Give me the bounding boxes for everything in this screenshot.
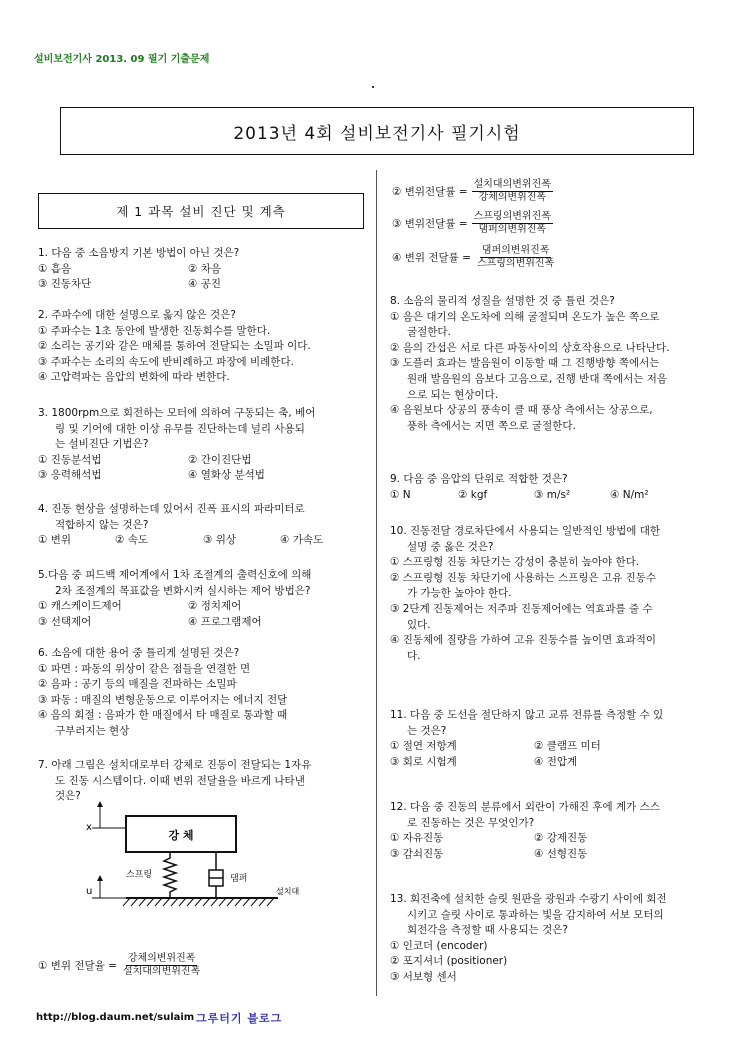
footer-url[interactable]: http://blog.daum.net/sulaim bbox=[36, 1012, 195, 1023]
question-text: 12. 다음 중 진동의 분류에서 외란이 가해진 후에 계가 스스 bbox=[390, 801, 660, 813]
option[interactable]: ① 음은 대기의 온도차에 의해 굴절되며 온도가 높은 쪽으로 bbox=[390, 310, 660, 323]
q7-option-2[interactable] bbox=[392, 178, 553, 205]
option-row bbox=[38, 453, 368, 469]
option[interactable]: ② 차음 bbox=[188, 262, 222, 275]
denominator: 스프링의변위진폭 bbox=[476, 258, 555, 269]
option[interactable]: ② 강제진동 bbox=[534, 832, 588, 845]
option[interactable]: ③ 위상 bbox=[203, 534, 237, 547]
option-row bbox=[390, 739, 720, 755]
fraction bbox=[121, 953, 202, 978]
option-label: ③ 변위전달률 = bbox=[392, 218, 468, 230]
numerator: 설치대의변위진폭 bbox=[473, 179, 551, 190]
option: 가 가능한 높아야 한다. bbox=[407, 587, 512, 600]
option[interactable]: ② 음파 : 공기 등의 매질을 전파하는 소밀파 bbox=[38, 678, 237, 691]
spring-label: 스프링 bbox=[126, 870, 153, 880]
question-text: 회전각을 측정할 때 사용되는 것은? bbox=[407, 924, 568, 937]
option[interactable]: ② 간이진단법 bbox=[188, 453, 252, 466]
question-text: 9. 다음 중 음압의 단위로 적합한 것은? bbox=[390, 473, 568, 485]
question-13 bbox=[390, 892, 720, 986]
option-row bbox=[390, 847, 720, 863]
option[interactable]: ① 자유진동 bbox=[390, 832, 444, 845]
fraction bbox=[475, 245, 556, 270]
subject-title: 제 1 과목 설비 진단 및 계측 bbox=[38, 193, 364, 229]
option[interactable]: ① 흡음 bbox=[38, 262, 72, 275]
question-text: 4. 진동 현상을 설명하는데 있어서 진폭 표시의 파라미터로 bbox=[38, 503, 305, 515]
option[interactable]: ④ 음의 회절 : 음파가 한 매질에서 타 매질로 통과할 때 bbox=[38, 709, 288, 722]
option[interactable]: ④ 전압계 bbox=[534, 755, 578, 768]
damper-label: 댐퍼 bbox=[230, 874, 248, 884]
question-text: 것은? bbox=[55, 790, 81, 803]
option[interactable]: ① 절연 저항계 bbox=[390, 740, 457, 753]
option[interactable]: ① 변위 bbox=[38, 534, 72, 547]
option[interactable]: ④ 진동체에 질량을 가하여 고유 진동수를 높이면 효과적이 bbox=[390, 634, 657, 647]
option[interactable]: ② 음의 간섭은 서로 다른 파동사이의 상호작용으로 나타난다. bbox=[390, 341, 670, 354]
footer-blog-name: 그루터기 블로그 bbox=[196, 1012, 283, 1025]
question-11 bbox=[390, 708, 720, 770]
question-text: 11. 다음 중 도선을 절단하지 않고 교류 전류를 측정할 수 있 bbox=[390, 709, 664, 721]
option: 원래 발음원의 음보다 고음으로, 진행 반대 쪽에서는 저음 bbox=[407, 372, 667, 385]
question-text: 2차 조절계의 목표값을 변화시켜 실시하는 제어 방법은? bbox=[55, 584, 311, 597]
dot-mark bbox=[372, 86, 374, 88]
option[interactable]: ③ 서보형 센서 bbox=[390, 970, 457, 983]
page-header: 설비보전기사 2013. 09 필기 기출문제 bbox=[34, 54, 210, 65]
option[interactable]: ③ 주파수는 소리의 속도에 반비례하고 파장에 비례한다. bbox=[38, 355, 294, 368]
option-row bbox=[38, 599, 368, 615]
question-text: 6. 소음에 대한 용어 중 틀리게 설명된 것은? bbox=[38, 647, 240, 659]
question-text: 10. 진동전달 경로차단에서 사용되는 일반적인 방법에 대한 bbox=[390, 525, 661, 537]
option[interactable]: ① 진동분석법 bbox=[38, 453, 102, 466]
mass-label: 강 체 bbox=[168, 829, 194, 842]
fraction bbox=[472, 211, 553, 236]
option: 으로 되는 현상이다. bbox=[407, 388, 499, 401]
question-4 bbox=[38, 502, 368, 549]
option[interactable]: ④ 프로그램제어 bbox=[188, 615, 262, 628]
question-8 bbox=[390, 294, 720, 434]
option[interactable]: ① 인코더 (encoder) bbox=[390, 939, 488, 952]
question-text: 8. 소음의 물리적 성질을 설명한 것 중 틀린 것은? bbox=[390, 295, 615, 307]
q7-option-1[interactable] bbox=[38, 952, 202, 979]
question-1 bbox=[38, 246, 368, 293]
question-text: 링 및 기어에 대한 이상 유무를 진단하는데 널리 사용되 bbox=[55, 422, 305, 435]
option[interactable]: ③ 회로 시험계 bbox=[390, 755, 457, 768]
question-text: 설명 중 옳은 것은? bbox=[407, 540, 494, 553]
numerator: 댐퍼의변위진폭 bbox=[481, 245, 550, 256]
option-row bbox=[38, 277, 368, 293]
option: 굴절한다. bbox=[407, 326, 451, 339]
fraction bbox=[472, 179, 553, 204]
option[interactable]: ③ 감쇠진동 bbox=[390, 847, 444, 860]
option[interactable]: ③ 도플러 효과는 발음원이 이동할 때 그 진행방향 쪽에서는 bbox=[390, 357, 660, 370]
option: 있다. bbox=[407, 618, 431, 631]
vibration-system-figure bbox=[78, 800, 308, 925]
option-row bbox=[390, 755, 720, 771]
q7-option-3[interactable] bbox=[392, 210, 553, 237]
question-text: 적합하지 않는 것은? bbox=[55, 518, 149, 531]
question-12 bbox=[390, 800, 720, 862]
option[interactable]: ③ 진동차단 bbox=[38, 278, 92, 291]
option[interactable]: ③ 선택제어 bbox=[38, 615, 92, 628]
question-3 bbox=[38, 406, 368, 484]
option[interactable]: ④ 열화상 분석법 bbox=[188, 469, 265, 482]
option[interactable]: ② 클램프 미터 bbox=[534, 740, 601, 753]
u-label: u bbox=[86, 886, 93, 897]
option-row bbox=[38, 262, 368, 278]
question-text: 는 설비진단 기법은? bbox=[55, 438, 149, 451]
option[interactable]: ③ m/s² bbox=[534, 488, 571, 501]
option[interactable]: ② kgf bbox=[458, 488, 488, 501]
question-text: 13. 회전축에 설치한 슬릿 원판을 광원과 수광기 사이에 회전 bbox=[390, 893, 667, 905]
numerator: 스프링의변위진폭 bbox=[473, 211, 551, 222]
question-text: 는 것은? bbox=[407, 724, 447, 737]
question-2 bbox=[38, 308, 368, 386]
option: 구부러지는 현상 bbox=[55, 724, 130, 737]
option-label: ② 변위전달률 = bbox=[392, 186, 468, 198]
option-row bbox=[38, 468, 368, 484]
option-row bbox=[390, 488, 720, 504]
option-row bbox=[38, 533, 368, 549]
question-6 bbox=[38, 646, 368, 740]
option[interactable]: ④ 선형진동 bbox=[534, 847, 588, 860]
base-label: 설치대 bbox=[276, 887, 300, 896]
question-text: 7. 아래 그림은 설치대로부터 강체로 진동이 전달되는 1자유 bbox=[38, 759, 312, 771]
option[interactable]: ② 속도 bbox=[115, 534, 149, 547]
option[interactable]: ④ 공진 bbox=[188, 278, 222, 291]
denominator: 댐퍼의변위진폭 bbox=[478, 224, 547, 235]
question-10 bbox=[390, 524, 720, 664]
option[interactable]: ④ 가속도 bbox=[280, 534, 324, 547]
option[interactable]: ① 캐스케이드제어 bbox=[38, 600, 122, 613]
option[interactable]: ③ 파동 : 매질의 변형운동으로 이루어지는 에너지 전달 bbox=[38, 693, 288, 706]
question-9 bbox=[390, 472, 720, 503]
option[interactable]: ① 파면 : 파동의 위상이 같은 점들을 연결한 면 bbox=[38, 662, 251, 675]
option-row bbox=[390, 831, 720, 847]
denominator: 강체의변위진폭 bbox=[478, 192, 547, 203]
option[interactable]: ③ 응력해석법 bbox=[38, 469, 102, 482]
question-7 bbox=[38, 758, 368, 805]
question-text: 1. 다음 중 소음방지 기본 방법이 아닌 것은? bbox=[38, 247, 240, 259]
numerator: 강체의변위진폭 bbox=[127, 953, 196, 964]
question-text: 3. 1800rpm으로 회전하는 모터에 의하여 구동되는 축, 베어 bbox=[38, 407, 316, 419]
question-5 bbox=[38, 568, 368, 630]
option: 다. bbox=[407, 649, 421, 662]
option[interactable]: ② 소리는 공기와 같은 매체를 통하여 전달되는 소밀파 이다. bbox=[38, 340, 311, 353]
question-text: 도 진동 시스템이다. 이때 변위 전달율을 바르게 나타낸 bbox=[55, 774, 305, 787]
option-row bbox=[38, 615, 368, 631]
exam-title: 2013년 4회 설비보전기사 필기시험 bbox=[60, 107, 694, 155]
option-label: ① 변위 전달율 = bbox=[38, 960, 117, 972]
option[interactable]: ① N bbox=[390, 488, 411, 501]
q7-option-4[interactable] bbox=[392, 244, 556, 271]
option-label: ④ 변위 전달률 = bbox=[392, 252, 471, 264]
denominator: 설치대의변위진폭 bbox=[122, 966, 201, 977]
question-text: 5.다음 중 피드백 제어계에서 1차 조절계의 출력신호에 의해 bbox=[38, 569, 312, 581]
option[interactable]: ② 포지셔너 (positioner) bbox=[390, 955, 508, 968]
question-text: 2. 주파수에 대한 설명으로 옳지 않은 것은? bbox=[38, 309, 236, 321]
question-text: 로 진동하는 것은 무엇인가? bbox=[407, 816, 535, 829]
column-divider bbox=[376, 170, 377, 996]
option[interactable]: ④ N/m² bbox=[610, 488, 649, 501]
option[interactable]: ③ 2단계 진동제어는 저주파 진동제어에는 역효과를 줄 수 bbox=[390, 602, 653, 615]
option[interactable]: ① 주파수는 1초 동안에 발생한 진동회수를 말한다. bbox=[38, 324, 271, 337]
option[interactable]: ② 스프링형 진동 차단기에 사용하는 스프링은 고유 진동수 bbox=[390, 571, 657, 584]
option: 풍하 측에서는 지면 쪽으로 굴절한다. bbox=[407, 419, 576, 432]
option[interactable]: ② 정치제어 bbox=[188, 600, 242, 613]
x-label: x bbox=[86, 822, 92, 833]
option[interactable]: ④ 고압력파는 음압의 변화에 따라 변한다. bbox=[38, 371, 230, 384]
question-text: 시키고 슬릿 사이로 통과하는 빛을 감지하여 서보 모터의 bbox=[407, 908, 664, 921]
option[interactable]: ① 스프링형 진동 차단기는 강성이 충분히 높아야 한다. bbox=[390, 556, 640, 569]
option[interactable]: ④ 음원보다 상공의 풍속이 클 때 풍상 측에서는 상공으로, bbox=[390, 404, 653, 417]
